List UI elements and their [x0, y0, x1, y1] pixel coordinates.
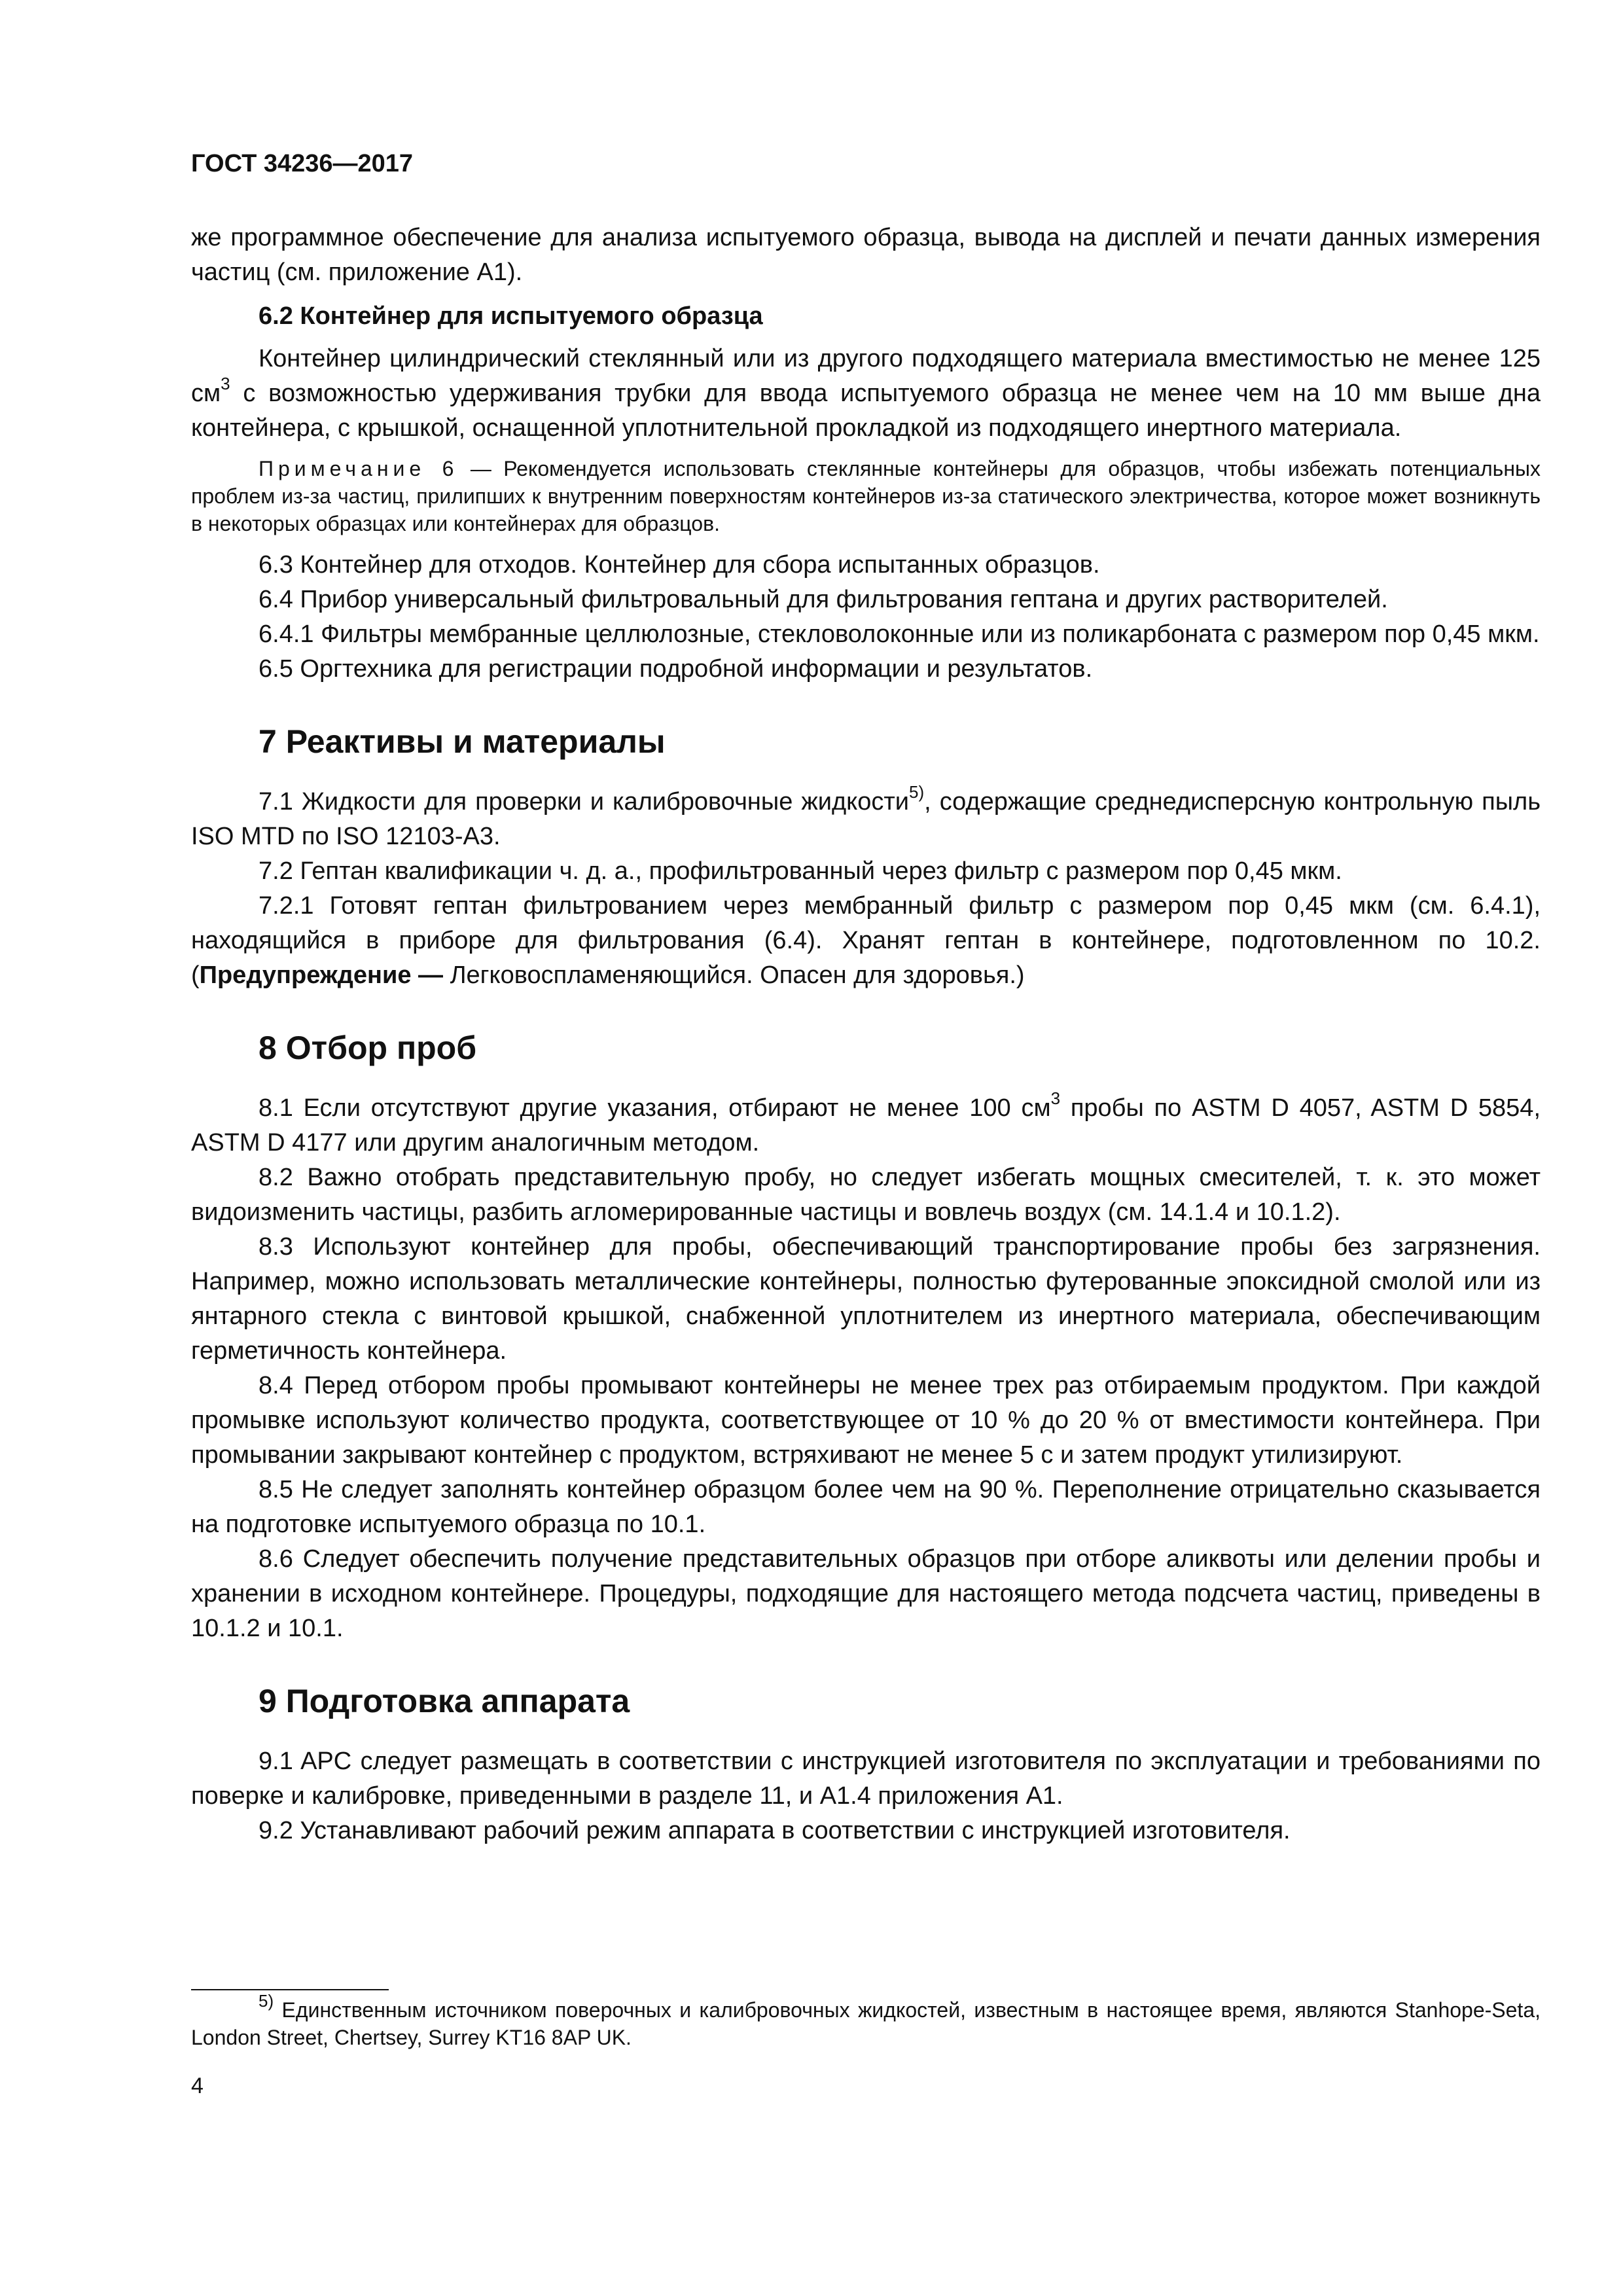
- footnote-text: Единственным источником поверочных и калибровочных жидкостей, известным в настоящее время, являются Stanhope-Seta, London Street, Chertsey, Surrey KT16 8AP UK.: [191, 1998, 1541, 2049]
- page-content: [191, 221, 1541, 1848]
- paragraph-7-2-1-text-a: 7.2.1 Готовят гептан фильтрованием через мембранный фильтр с размером пор 0,45 мкм (см. 6.4.1), находящийся в приборе для фильтрования (6.4). Хранят гептан в контейнере, подготовленном по 10.2. (: [191, 892, 1541, 989]
- note-6-label: Примечание 6: [259, 457, 459, 480]
- paragraph-9-2: 9.2 Устанавливают рабочий режим аппарата в соответствии с инструкцией изготовителя.: [259, 1817, 1291, 1844]
- paragraph-6-4: 6.4 Прибор универсальный фильтровальный для фильтрования гептана и других растворителей.: [259, 586, 1388, 613]
- warning-label: Предупреждение —: [199, 961, 444, 989]
- paragraph-8-2: 8.2 Важно отобрать представительную пробу, но следует избегать мощных смесителей, т. к. это может видоизменить частицы, разбить агломерированные частицы и вовлечь воздух (см. 14.1.4 и 10.1.2).: [191, 1164, 1541, 1226]
- paragraph-6-2: [191, 342, 1541, 446]
- paragraph-7-2-1-text-b: Легковоспламеняющийся. Опасен для здоровья.): [443, 961, 1025, 989]
- section-8-title: 8 Отбор проб: [259, 1030, 477, 1066]
- paragraph-8-3: 8.3 Используют контейнер для пробы, обеспечивающий транспортирование пробы без загрязнения. Например, можно использовать металлические контейнеры, полностью футерованные эпоксидной смолой или из янтарного стекла с винтовой крышкой, снабженной уплотнителем из инертного материала, обеспечивающим герметичность контейнера.: [191, 1233, 1541, 1365]
- paragraph-7-2-1: [191, 889, 1541, 993]
- subsection-6-2-title: 6.2 Контейнер для испытуемого образца: [259, 302, 763, 330]
- paragraph-7-1: [191, 782, 1541, 854]
- footnote-5: [191, 1991, 1541, 2051]
- paragraph-8-1-text-a: 8.1 Если отсутствуют другие указания, отбирают не менее 100 см: [259, 1094, 1051, 1122]
- footnote-mark: 5): [259, 1991, 274, 2011]
- paragraph-8-6: 8.6 Следует обеспечить получение представительных образцов при отборе аликвоты или делении пробы и хранении в исходном контейнере. Процедуры, подходящие для настоящего метода подсчета частиц, приведены в 10.1.2 и 10.1.: [191, 1545, 1541, 1642]
- note-6: [191, 455, 1541, 537]
- superscript-cube: 3: [221, 374, 230, 394]
- section-7-title: 7 Реактивы и материалы: [259, 723, 666, 760]
- paragraph-6-2-text-a: Контейнер цилиндрический стеклянный или из другого подходящего материала вместимостью не менее 125 см: [191, 345, 1541, 407]
- paragraph-7-1-text-b: , содержащие среднедисперсную контрольную пыль ISO MTD по ISO 12103-A3.: [191, 788, 1541, 850]
- section-9-title: 9 Подготовка аппарата: [259, 1683, 630, 1719]
- paragraph-7-1-text-a: 7.1 Жидкости для проверки и калибровочные жидкости: [259, 788, 909, 816]
- paragraph-6-5: 6.5 Оргтехника для регистрации подробной информации и результатов.: [259, 655, 1093, 683]
- footnote-divider: [191, 1989, 389, 1990]
- paragraph-6-4-1: 6.4.1 Фильтры мембранные целлюлозные, стекловолоконные или из поликарбоната с размером пор 0,45 мкм.: [259, 620, 1540, 648]
- superscript-cube-8-1: 3: [1050, 1088, 1061, 1109]
- footnote-ref-5: 5): [909, 782, 925, 802]
- standard-header: ГОСТ 34236—2017: [191, 150, 414, 177]
- paragraph-7-2: 7.2 Гептан квалификации ч. д. а., профильтрованный через фильтр с размером пор 0,45 мкм.: [259, 857, 1342, 885]
- note-6-text: — Рекомендуется использовать стеклянные контейнеры для образцов, чтобы избежать потенциальных проблем из-за частиц, прилипших к внутренним поверхностям контейнеров из-за статического электричества, которое может возникнуть в некоторых образцах или контейнерах для образцов.: [191, 457, 1541, 535]
- page-number: 4: [191, 2073, 204, 2098]
- paragraph-8-1-text-b: пробы по ASTM D 4057, ASTM D 5854, ASTM D 4177 или другим аналогичным методом.: [191, 1094, 1541, 1157]
- paragraph-8-5: 8.5 Не следует заполнять контейнер образцом более чем на 90 %. Переполнение отрицательно сказывается на подготовке испытуемого образца по 10.1.: [191, 1476, 1541, 1538]
- paragraph-8-1: [191, 1088, 1541, 1160]
- paragraph-8-4: 8.4 Перед отбором пробы промывают контейнеры не менее трех раз отбираемым продуктом. При каждой промывке используют количество продукта, соответствующее от 10 % до 20 % от вместимости контейнера. При промывании закрывают контейнер с продуктом, встряхивают не менее 5 с и затем продукт утилизируют.: [191, 1372, 1541, 1469]
- paragraph-6-3: 6.3 Контейнер для отходов. Контейнер для сбора испытанных образцов.: [259, 551, 1100, 579]
- paragraph-9-1: 9.1 APC следует размещать в соответствии с инструкцией изготовителя по эксплуатации и требованиями по поверке и калибровке, приведенными в разделе 11, и А1.4 приложения А1.: [191, 1748, 1541, 1810]
- intro-paragraph: же программное обеспечение для анализа испытуемого образца, вывода на дисплей и печати данных измерения частиц (см. приложение А1).: [191, 224, 1541, 286]
- paragraph-6-2-text-b: с возможностью удерживания трубки для ввода испытуемого образца не менее чем на 10 мм выше дна контейнера, с крышкой, оснащенной уплотнительной прокладкой из подходящего инертного материала.: [191, 380, 1541, 442]
